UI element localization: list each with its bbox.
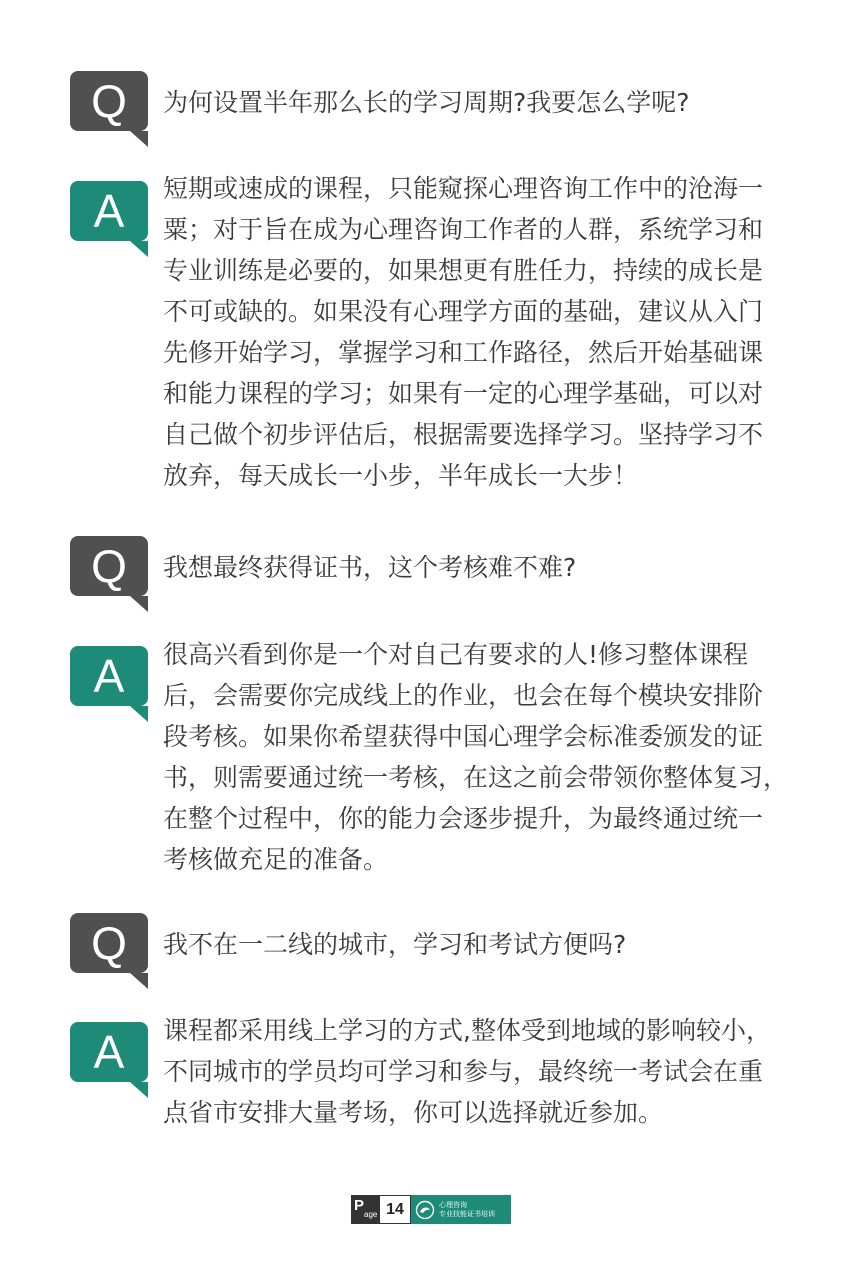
question-badge: Q	[70, 913, 148, 973]
question-badge: Q	[70, 71, 148, 131]
answer-line: 考核做充足的准备。	[163, 845, 389, 874]
brand-logo-icon	[415, 1200, 435, 1220]
page-label-age: age	[364, 1210, 378, 1219]
answer-line: 粟；对于旨在成为心理咨询工作者的人群，系统学习和	[163, 215, 764, 244]
answer-text	[163, 1010, 808, 1133]
answer-line: 段考核。如果你希望获得中国心理学会标准委颁发的证	[163, 722, 764, 751]
answer-badge: A	[70, 181, 148, 241]
page-label	[351, 1195, 379, 1224]
answer-badge: A	[70, 1022, 148, 1082]
answer-line: 放弃，每天成长一小步，半年成长一大步！	[163, 461, 639, 490]
answer-line: 后，会需要你完成线上的作业，也会在每个模块安排阶	[163, 681, 764, 710]
answer-line: 书，则需要通过统一考核，在这之前会带领你整体复习，	[163, 763, 789, 792]
brand-line-1: 心理咨询	[439, 1200, 467, 1209]
answer-line: 和能力课程的学习；如果有一定的心理学基础，可以对	[163, 379, 764, 408]
page-footer	[351, 1195, 511, 1224]
answer-text	[163, 168, 808, 496]
answer-line: 自己做个初步评估后，根据需要选择学习。坚持学习不	[163, 420, 764, 449]
page-label-p: P	[354, 1197, 365, 1214]
answer-line: 不可或缺的。如果没有心理学方面的基础，建议从入门	[163, 297, 764, 326]
answer-badge: A	[70, 646, 148, 706]
question-text: 我想最终获得证书，这个考核难不难?	[163, 553, 577, 582]
page-number: 14	[379, 1195, 411, 1224]
question-badge: Q	[70, 536, 148, 596]
answer-line: 点省市安排大量考场，你可以选择就近参加。	[163, 1098, 664, 1127]
question-text: 我不在一二线的城市，学习和考试方便吗?	[163, 930, 627, 959]
answer-line: 不同城市的学员均可学习和参与，最终统一考试会在重	[163, 1057, 764, 1086]
brand-line-2: 专业技能证书培训	[439, 1209, 495, 1218]
question-text: 为何设置半年那么长的学习周期?我要怎么学呢?	[163, 88, 690, 117]
brand-text	[439, 1201, 495, 1219]
answer-text	[163, 634, 808, 880]
answer-line: 专业训练是必要的，如果想更有胜任力，持续的成长是	[163, 256, 764, 285]
answer-line: 短期或速成的课程，只能窥探心理咨询工作中的沧海一	[163, 174, 764, 203]
brand-block	[411, 1195, 511, 1224]
answer-line: 很高兴看到你是一个对自己有要求的人!修习整体课程	[163, 640, 749, 669]
answer-line: 课程都采用线上学习的方式,整体受到地域的影响较小，	[163, 1016, 771, 1045]
answer-line: 在整个过程中，你的能力会逐步提升，为最终通过统一	[163, 804, 764, 833]
answer-line: 先修开始学习，掌握学习和工作路径，然后开始基础课	[163, 338, 764, 367]
